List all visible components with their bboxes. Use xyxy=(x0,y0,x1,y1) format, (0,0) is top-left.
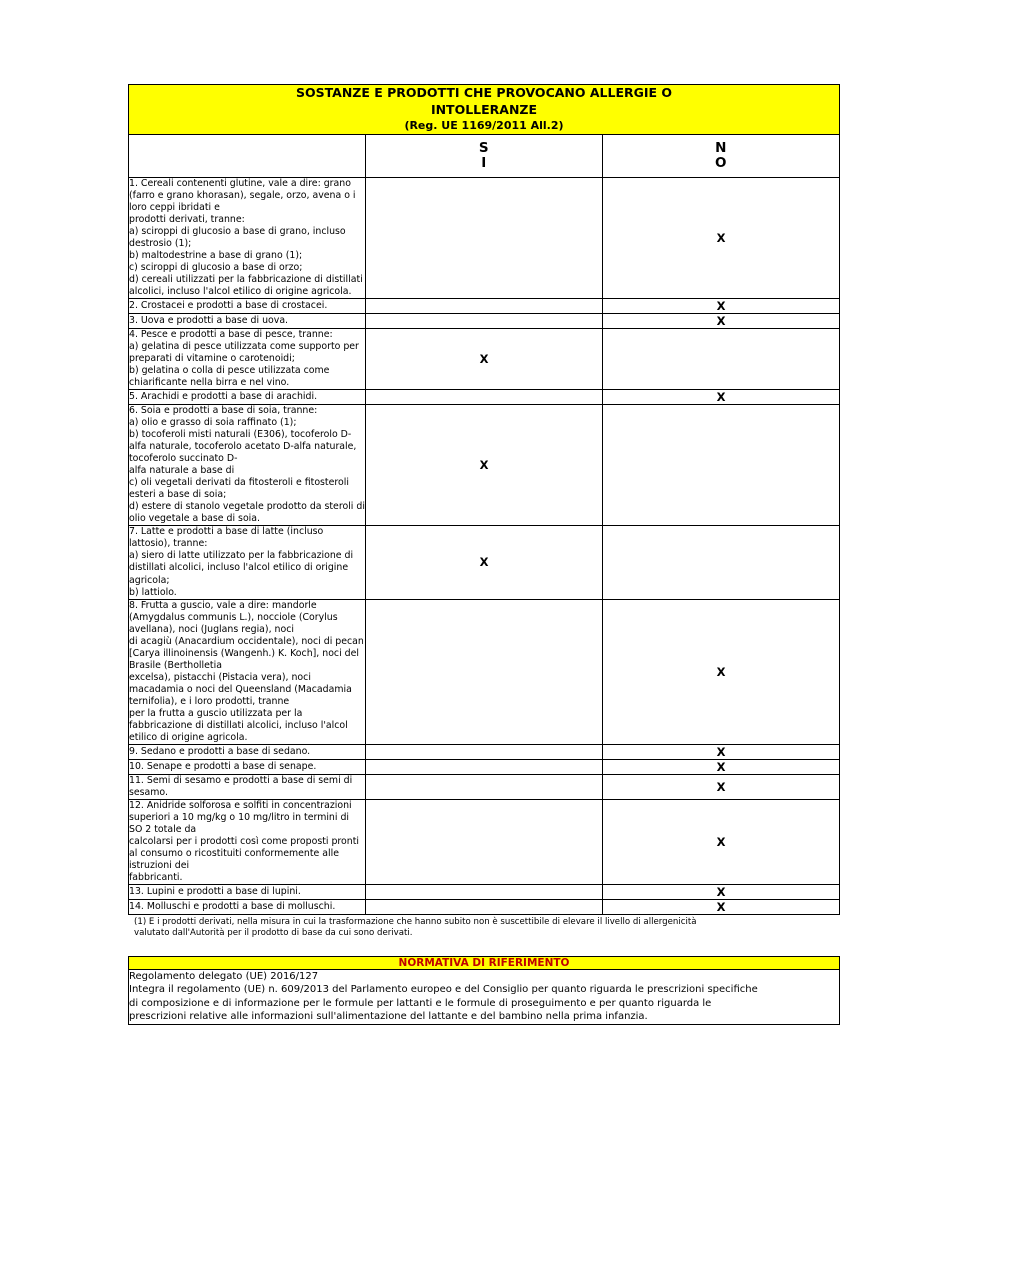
allergen-item xyxy=(129,759,366,774)
no-mark[interactable]: X xyxy=(603,900,840,915)
item-line: 2. Crostacei e prodotti a base di crostacei. xyxy=(129,299,328,311)
item-line: b) gelatina o colla di pesce utilizzata come chiarificante nella birra e nel vino. xyxy=(129,365,330,389)
si-mark[interactable] xyxy=(366,599,603,744)
table-row xyxy=(129,298,840,313)
item-line: calcolarsi per i prodotti così come proposti pronti al consumo o ricostituiti conformemente alle istruzioni dei xyxy=(129,836,360,872)
footnote-line-2: valutato dall'Autorità per il prodotto di base da cui sono derivati. xyxy=(134,928,413,939)
no-mark[interactable] xyxy=(603,405,840,526)
normativa-title: NORMATIVA DI RIFERIMENTO xyxy=(129,956,840,969)
item-line: a) olio e grasso di soia raffinato (1); xyxy=(129,417,297,429)
item-line: a) gelatina di pesce utilizzata come supporto per preparati di vitamine o carotenoidi; xyxy=(129,340,359,364)
no-mark[interactable]: X xyxy=(603,800,840,885)
si-mark[interactable] xyxy=(366,313,603,328)
header-row xyxy=(129,134,840,177)
table-row xyxy=(129,800,840,885)
si-mark[interactable] xyxy=(366,744,603,759)
item-line: 13. Lupini e prodotti a base di lupini. xyxy=(129,886,301,898)
item-line: 5. Arachidi e prodotti a base di arachidi. xyxy=(129,391,318,403)
normativa-title-row xyxy=(129,956,840,969)
document-body xyxy=(128,84,840,1025)
no-mark[interactable]: X xyxy=(603,298,840,313)
no-mark[interactable]: X xyxy=(603,313,840,328)
allergen-table xyxy=(128,84,840,915)
section-spacer xyxy=(128,940,840,956)
no-mark[interactable] xyxy=(603,328,840,389)
allergen-item xyxy=(129,177,366,298)
item-line: fabbricanti. xyxy=(129,872,183,884)
table-row xyxy=(129,774,840,799)
item-line: per la frutta a guscio utilizzata per la xyxy=(129,707,303,719)
si-mark[interactable] xyxy=(366,800,603,885)
item-line: c) oli vegetali derivati da fitosteroli e fitosteroli esteri a base di soia; xyxy=(129,477,349,501)
normativa-line: Integra il regolamento (UE) n. 609/2013 del Parlamento europeo e del Consiglio per quanto riguarda le prescrizioni specifiche xyxy=(129,984,758,996)
item-line: 7. Latte e prodotti a base di latte (incluso lattosio), tranne: xyxy=(129,526,324,550)
table-row xyxy=(129,526,840,599)
si-mark[interactable] xyxy=(366,759,603,774)
footnote xyxy=(128,915,846,939)
allergen-item xyxy=(129,313,366,328)
allergen-item xyxy=(129,599,366,744)
table-row xyxy=(129,390,840,405)
item-line: b) maltodestrine a base di grano (1); xyxy=(129,249,303,261)
item-line: prodotti derivati, tranne: xyxy=(129,213,245,225)
si-mark[interactable]: X xyxy=(366,405,603,526)
si-mark[interactable] xyxy=(366,774,603,799)
item-line: fabbricazione di distillati alcolici, incluso l'alcol etilico di origine agricola. xyxy=(129,719,348,743)
item-line: 8. Frutta a guscio, vale a dire: mandorle (Amygdalus communis L.), nocciole (Corylus avellana), noci (Juglans regia), noci xyxy=(129,599,338,635)
header-si-line2: I xyxy=(481,154,487,171)
item-line: 11. Semi di sesamo e prodotti a base di semi di sesamo. xyxy=(129,774,353,798)
item-line: 10. Senape e prodotti a base di senape. xyxy=(129,760,317,772)
no-mark[interactable] xyxy=(603,526,840,599)
item-line: 6. Soia e prodotti a base di soia, tranne: xyxy=(129,405,318,417)
item-line: alfa naturale a base di xyxy=(129,465,235,477)
table-row xyxy=(129,313,840,328)
header-blank-cell xyxy=(129,134,366,177)
si-mark[interactable]: X xyxy=(366,526,603,599)
item-line: 3. Uova e prodotti a base di uova. xyxy=(129,314,289,326)
table-row xyxy=(129,744,840,759)
si-mark[interactable] xyxy=(366,298,603,313)
normativa-line: di composizione e di informazione per le formule per lattanti e le formule di proseguimento e per quanto riguarda le xyxy=(129,997,712,1009)
no-mark[interactable]: X xyxy=(603,599,840,744)
allergen-item xyxy=(129,774,366,799)
si-mark[interactable] xyxy=(366,177,603,298)
table-row xyxy=(129,599,840,744)
si-mark[interactable] xyxy=(366,900,603,915)
table-row xyxy=(129,177,840,298)
header-no xyxy=(603,134,840,177)
item-line: a) siero di latte utilizzato per la fabbricazione di distillati alcolici, incluso l'alcol etilico di origine agricola; xyxy=(129,550,354,586)
no-mark[interactable]: X xyxy=(603,177,840,298)
item-line: 9. Sedano e prodotti a base di sedano. xyxy=(129,745,311,757)
table-row xyxy=(129,759,840,774)
table-row xyxy=(129,900,840,915)
allergen-item xyxy=(129,885,366,900)
allergen-item xyxy=(129,744,366,759)
header-no-line2: O xyxy=(715,154,727,171)
allergen-item xyxy=(129,298,366,313)
no-mark[interactable]: X xyxy=(603,774,840,799)
item-line: a) sciroppi di glucosio a base di grano, incluso destrosio (1); xyxy=(129,225,346,249)
item-line: d) cereali utilizzati per la fabbricazione di distillati alcolici, incluso l'alcol etilico di origine agricola. xyxy=(129,273,363,297)
table-row xyxy=(129,328,840,389)
footnote-line-1: (1) E i prodotti derivati, nella misura in cui la trasformazione che hanno subito non è suscettibile di elevare il livello di allergenicità xyxy=(134,917,697,928)
allergen-item xyxy=(129,900,366,915)
item-line: b) lattiolo. xyxy=(129,586,177,598)
item-line: di acagiù (Anacardium occidentale), noci di pecan [Carya illinoinensis (Wangenh.) K. Koch], noci del Brasile (Bertholletia xyxy=(129,635,364,671)
allergen-item xyxy=(129,800,366,885)
header-si-line1: S xyxy=(478,140,490,157)
item-line: 4. Pesce e prodotti a base di pesce, tranne: xyxy=(129,328,333,340)
normativa-line: prescrizioni relative alle informazioni sull'alimentazione del lattante e del bambino nella prima infanzia. xyxy=(129,1011,648,1023)
item-line: 1. Cereali contenenti glutine, vale a dire: grano (farro e grano khorasan), segale, orzo, avena o i loro ceppi ibridati e xyxy=(129,177,356,213)
title-subtitle: (Reg. UE 1169/2011 All.2) xyxy=(404,118,564,132)
si-mark[interactable] xyxy=(366,885,603,900)
allergen-item xyxy=(129,390,366,405)
allergen-item xyxy=(129,526,366,599)
table-row xyxy=(129,885,840,900)
normativa-body xyxy=(129,969,840,1024)
item-line: c) sciroppi di glucosio a base di orzo; xyxy=(129,261,303,273)
item-line: d) estere di stanolo vegetale prodotto da steroli di olio vegetale a base di soia. xyxy=(129,501,365,525)
normativa-line: Regolamento delegato (UE) 2016/127 xyxy=(129,970,319,982)
title-line-2: INTOLLERANZE xyxy=(430,101,538,117)
allergen-item xyxy=(129,405,366,526)
no-mark[interactable]: X xyxy=(603,885,840,900)
no-mark[interactable]: X xyxy=(603,759,840,774)
item-line: 14. Molluschi e prodotti a base di molluschi. xyxy=(129,901,336,913)
no-mark[interactable]: X xyxy=(603,744,840,759)
item-line: excelsa), pistacchi (Pistacia vera), noci macadamia o noci del Queensland (Macadamia ternifolia), e i loro prodotti, tranne xyxy=(129,671,352,707)
no-mark[interactable]: X xyxy=(603,390,840,405)
item-line: b) tocoferoli misti naturali (E306), tocoferolo D-alfa naturale, tocoferolo acetato D-alfa naturale, tocoferolo succinato D- xyxy=(129,429,357,465)
item-line: 12. Anidride solforosa e solfiti in concentrazioni superiori a 10 mg/kg o 10 mg/litro in termini di SO 2 totale da xyxy=(129,800,352,836)
si-mark[interactable]: X xyxy=(366,328,603,389)
si-mark[interactable] xyxy=(366,390,603,405)
table-row xyxy=(129,405,840,526)
title-line-1: SOSTANZE E PRODOTTI CHE PROVOCANO ALLERGIE O xyxy=(295,85,673,100)
normativa-table xyxy=(128,956,840,1025)
title-row xyxy=(129,85,840,135)
header-si xyxy=(366,134,603,177)
allergen-item xyxy=(129,328,366,389)
table-title xyxy=(129,85,840,135)
header-no-line1: N xyxy=(715,140,727,157)
normativa-body-row xyxy=(129,969,840,1024)
